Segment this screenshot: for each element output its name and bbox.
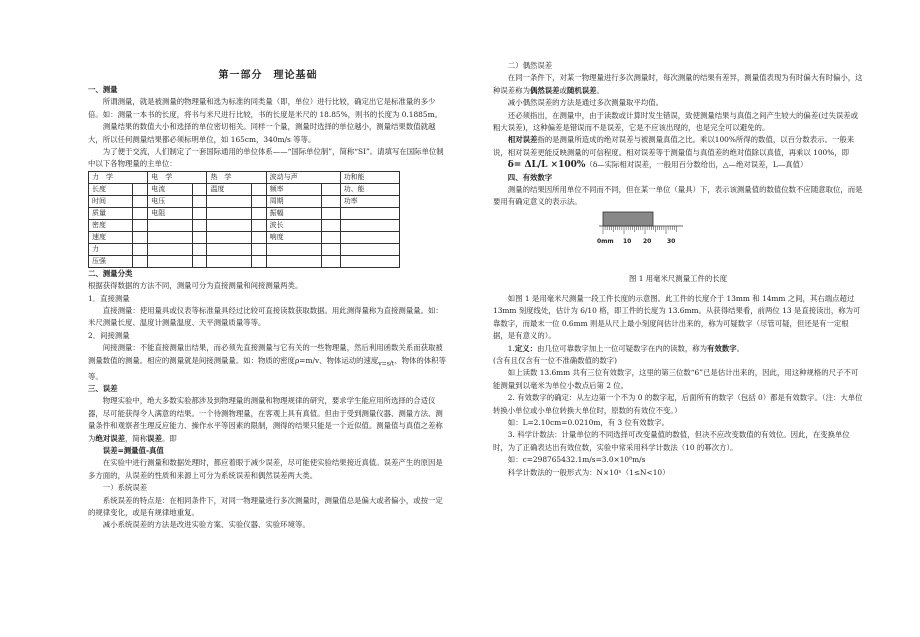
table-cell (251, 195, 266, 207)
systematic-error-heading: 一）系统误差 (102, 483, 148, 493)
significant-figures-term: 有效数字 (707, 343, 737, 353)
table-cell (340, 207, 399, 219)
table-row (89, 195, 400, 207)
direct-measurement-heading: 1．直接测量 (88, 293, 130, 303)
table-cell (148, 219, 192, 231)
table-row (89, 183, 400, 195)
table-cell (322, 255, 341, 267)
table-cell: 振幅 (266, 207, 322, 219)
ruler-figure (493, 209, 863, 293)
table-row (89, 207, 400, 219)
definition-label: 定义： (514, 343, 538, 353)
random-text-e: 。 (596, 85, 604, 95)
relative-error-term: 相对误差 (507, 135, 538, 145)
classification-paragraph: 根据获得数据的方法不同，测量可分为直接测量和间接测量两类。 (88, 281, 303, 291)
table-row (89, 219, 400, 231)
definition-paragraph (493, 343, 863, 355)
table-cell (207, 255, 251, 267)
definition-num: 1. (507, 343, 515, 353)
indirect-measurement-paragraph (88, 342, 448, 383)
stochastic-error-term: 随机误差 (566, 85, 597, 95)
table-cell (148, 255, 192, 267)
relative-error-note: （δ—实际相对误差，一般用百分数给出，△—绝对误差，L—真值） (585, 160, 808, 170)
ruler-label-10: 10 (623, 237, 632, 245)
table-header-cell: 功和能 (340, 171, 399, 183)
relative-error-paragraph (493, 134, 863, 159)
table-cell: 周期 (266, 195, 322, 207)
error-text-c: ，简称 (124, 433, 148, 443)
table-cell (251, 255, 266, 267)
table-cell (251, 243, 266, 255)
left-column (88, 84, 448, 532)
table-cell: 响度 (266, 231, 322, 243)
table-cell (322, 231, 341, 243)
table-cell (133, 219, 148, 231)
table-cell: 压强 (89, 255, 133, 267)
table-cell (322, 219, 341, 231)
si-table-body (89, 183, 400, 267)
indirect-text-a: 间接测量：不能直接测量出结果，而必须先直接测量与它有关的一些物理量，然后利用函数关系而获取被测量数值的测量。相应的测量就是间接测量量。如：物质的密度ρ=m/v、物体运动的速度 (88, 343, 443, 365)
table-cell (322, 207, 341, 219)
table-cell: 波长 (266, 219, 322, 231)
error-text-e: 。即 (161, 433, 177, 443)
table-cell (207, 195, 251, 207)
random-error-paragraph-2: 减小偶然误差的方法是通过多次测量取平均值。 (507, 98, 664, 108)
error-paragraph-1 (88, 395, 448, 445)
table-cell (192, 243, 207, 255)
table-cell (322, 195, 341, 207)
indirect-measurement-heading: 2．间接测量 (88, 330, 130, 340)
random-error-paragraph-1 (493, 72, 863, 97)
table-row (89, 231, 400, 243)
table-cell (251, 231, 266, 243)
random-error-heading: 二）偶然误差 (507, 61, 553, 70)
velocity-formula: v=s/t (378, 360, 395, 368)
table-cell (322, 183, 341, 195)
table-cell: 功率 (340, 195, 399, 207)
page-title: 第一部分 理论基础 (218, 70, 318, 81)
table-cell: 电流 (148, 183, 192, 195)
relative-error-text: 指的是测量所造成的绝对误差与被测量真值之比。乘以100%所得的数值，以百分数表示。一般来说，相对误差更能反映测量的可信程度。相对误差等于测量值与真值差的绝对值除以真值，再乘以 100%，即 (493, 135, 855, 157)
table-cell (322, 243, 341, 255)
table-cell: 频率 (266, 183, 322, 195)
table-header-cell: 力 学 (89, 171, 148, 183)
systematic-error-paragraph: 系统误差的特点是：在相同条件下，对同一物理量进行多次测量时，测量值总是偏大或者偏小，或按一定的规律变化，或是有规律地重复。 (88, 495, 443, 518)
table-cell (148, 231, 192, 243)
right-column (493, 60, 863, 479)
definition-note: (含有且仅含有一位不准确数值的数字) (493, 355, 618, 365)
table-header-cell: 热 学 (207, 171, 266, 183)
table-cell (192, 219, 207, 231)
measurement-paragraph-1: 所谓测量，就是被测量的物理量和选为标准的同类量（即，单位）进行比较，确定出它是标准量的多少倍。如：测量一本书的长度，将书与米尺进行比较，书的长度是米尺的 18.85%，则书的长度为 0.1885m。 (88, 97, 442, 119)
table-cell (133, 195, 148, 207)
ruler-ticks (603, 226, 677, 234)
table-cell (207, 207, 251, 219)
table-cell: 时间 (89, 195, 133, 207)
table-cell: 密度 (89, 219, 133, 231)
table-cell (340, 231, 399, 243)
table-cell (192, 255, 207, 267)
significant-figures-paragraph-1: 测量的结果因所用单位不同而不同，但在某一单位（量具）下，表示该测量值的数值位数不应随意取位，而是要用有确定意义的表示法。 (493, 185, 863, 207)
direct-measurement-paragraph: 直接测量：使用量具或仪表等标准量具经过比较可直接读数获取数据。用此测得量称为直接测量量。如：米尺测量长度、温度计测量温度、天平测量质量等等。 (88, 306, 443, 328)
relative-error-formula-line (493, 159, 863, 171)
systematic-error-reduction: 减小系统误差的方法是改进实验方案、实验仪器、实验环境等。 (102, 520, 310, 530)
significant-figures-rule: 2. 有效数字的确定：从左边第一个不为 0 的数字起，后面所有的数字（包括 0）都是有效数字。（注：大单位转换小单位或小单位转换大单位时，原数的有效位不变。） (493, 393, 863, 415)
definition-end: 。 (736, 343, 745, 353)
table-cell (207, 243, 251, 255)
section-error-heading: 三、误差 (88, 383, 118, 393)
figure-caption: 图 1 用毫米尺测量工件的长度 (628, 273, 728, 283)
table-cell (251, 183, 266, 195)
table-cell (340, 255, 399, 267)
table-cell: 质量 (89, 207, 133, 219)
absolute-error-term: 绝对误差 (95, 433, 125, 443)
table-cell: 力 (89, 243, 133, 255)
table-cell: 电阻 (148, 207, 192, 219)
table-cell (192, 183, 207, 195)
random-error-term: 偶然误差 (529, 85, 560, 95)
definition-text: 由几位可靠数字加上一位可疑数字在内的读数，称为 (537, 343, 708, 353)
error-paragraph-2: 在实验中进行测量和数据处理时，都应着眼于减少误差，尽可能使实验结果接近真值。误差产生的原因是多方面的，从误差的性质和来源上可分为系统误差和偶然误差两大类。 (88, 458, 443, 480)
table-cell (207, 231, 251, 243)
table-cell (340, 219, 399, 231)
table-cell (192, 231, 207, 243)
si-units-table (88, 171, 400, 268)
table-cell (340, 243, 399, 255)
table-cell: 电压 (148, 195, 192, 207)
table-cell (266, 255, 322, 267)
table-cell (133, 207, 148, 219)
table-cell (266, 243, 322, 255)
significant-figures-paragraph-2: 如图 1 是用毫米尺测量一段工件长度的示意图。此工件的长度介于 13mm 和 14mm 之间，其右端点超过 13mm 刻度线处，估计为 6/10 格，即工件的长度为 13.6mm。从获得结果看，前两位 13 是直接读出，称为可靠数字，而最末一位 0.6mm 则是从尺上最小刻度间估计出来的，称为可疑数字（尽管可疑，但还是有一定根据，是有意义的）。 (493, 293, 861, 341)
table-header-cell: 波动与声 (266, 171, 340, 183)
section-classification-heading: 二、测量分类 (88, 268, 133, 278)
ruler-label-30: 30 (667, 237, 676, 245)
table-cell (251, 219, 266, 231)
table-cell: 速度 (89, 231, 133, 243)
table-cell (133, 231, 148, 243)
indirect-text-b: 、物体的体积等等。 (88, 355, 446, 381)
gross-error-paragraph: 还必须指出，在测量中，由于读数或计算时发生错误，致使测量结果与真值之间产生较大的偏差(过失误差或粗大误差)，这种偏差是错误而不是误差，它是不应该出现的，也是完全可以避免的。 (493, 110, 859, 133)
table-cell (192, 207, 207, 219)
measurement-paragraph-2: 测量结果的数值大小和选择的单位密切相关。同样一个量，测量时选择的单位越小，测量结果数值就越大，所以任何测量结果都必须标明单位，如 165cm，340m/s 等等。 (88, 122, 436, 144)
significant-figures-paragraph-3: 如上读数 13.6mm 共有三位有效数字，这里的第三位数“6”已是估计出来的，因此，用这种规格的尺子不可能测量到以毫米为单位小数点后第 2 位。 (493, 368, 859, 390)
ruler-diagram (597, 209, 717, 259)
table-header-row (89, 171, 400, 183)
significant-figures-example: 如：L=2.10cm=0.0210m，有 3 位有效数字。 (507, 417, 669, 427)
table-header-cell: 电 学 (148, 171, 207, 183)
scientific-notation-form: 科学计数法的一般形式为：N×10ⁿ（1≤N<10） (507, 467, 670, 477)
table-cell (148, 243, 192, 255)
ruler-label-20: 20 (643, 237, 652, 245)
random-text-a: 在同一条件下，对某一物理量进行多次测量时，每次测量的结果有差异，测量值表现为有时偏大有时偏小，这种误差称为 (493, 73, 863, 95)
table-cell (207, 219, 251, 231)
table-row (89, 243, 400, 255)
table-cell (192, 195, 207, 207)
measurement-paragraph-3: 为了便于交流，人们制定了一套国际通用的单位体系——“国际单位制”，简称“SI”。请填写在国际单位制中以下各物理量的主单位： (88, 147, 444, 169)
table-cell (133, 183, 148, 195)
relative-error-formula: δ= ΔL/L ×100% (507, 160, 586, 171)
table-cell: 长度 (89, 183, 133, 195)
table-cell (133, 255, 148, 267)
ruler-unit-label: 0mm (597, 237, 614, 245)
error-formula: 误差=测量值-真值 (102, 446, 164, 455)
scientific-notation-paragraph: 3. 科学计数法：计量单位的不同选择可改变量值的数值，但决不应改变数值的有效位。因此，在变换单位时，为了正确表达出有效位数，实验中常采用科学计数法（10 的幂次方）。 (493, 430, 850, 452)
table-cell: 温度 (207, 183, 251, 195)
workpiece-block (603, 212, 653, 226)
error-term: 误差 (147, 433, 162, 443)
section-measurement-heading: 一、测量 (88, 85, 118, 94)
table-cell: 功、能 (340, 183, 399, 195)
table-row (89, 255, 400, 267)
error-text-a: 物理实验中，绝大多数实验都涉及到物理量的测量和物理规律的研究，要求学生能应用所选择的合适仪器，尽可能获得令人满意的结果。一个待测物理量，在客观上具有真值。但由于受到测量仪器、测量方法、测量条件和观察者生理反应能力、操作水平等因素的限制，测得的结果只能是一个近似值。测量值与真值之差称为 (88, 396, 443, 443)
scientific-notation-example: 如：c=298765432.1m/s=3.0×10⁸m/s (507, 455, 646, 465)
table-cell (251, 207, 266, 219)
section-significant-figures-heading: 四、有效数字 (507, 172, 553, 182)
random-text-c: 或 (559, 85, 567, 95)
table-cell (133, 243, 148, 255)
